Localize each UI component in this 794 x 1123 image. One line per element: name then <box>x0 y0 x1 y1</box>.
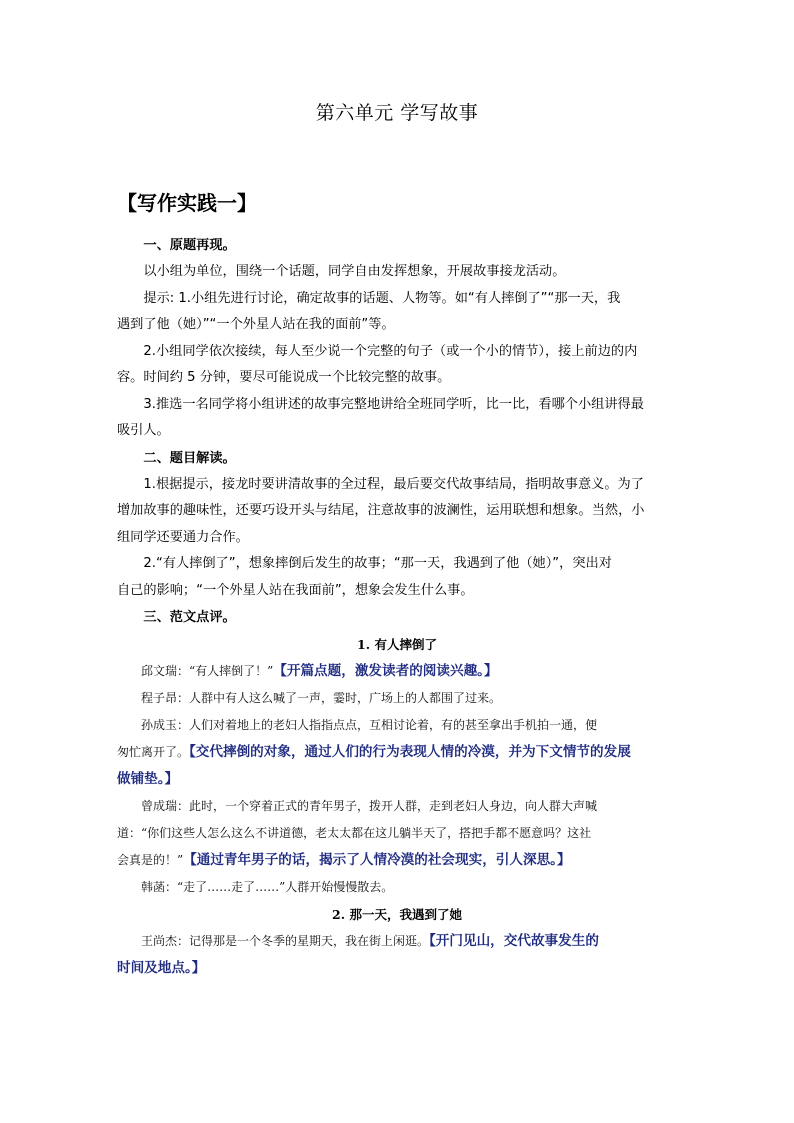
story-line <box>117 739 677 766</box>
paragraph: 遇到了他（她）”“一个外星人站在我的面前”等。 <box>117 317 395 332</box>
story-line: 韩菡：“走了……走了……”人群开始慢慢散去。 <box>141 880 394 894</box>
story-line: 道：“你们这些人怎么这么不讲道德，老太太都在这儿躺半天了，搭把手都不愿意吗？这社 <box>117 826 592 840</box>
document-body <box>117 232 677 982</box>
comment-annotation: 时间及地点。】 <box>117 960 206 976</box>
story-title: 1. 有人摔倒了 <box>357 637 437 652</box>
page-title: 第六单元 学写故事 <box>315 102 479 124</box>
story-text: 匆忙离开了。 <box>117 745 190 759</box>
part2-heading: 二、题目解读。 <box>143 450 236 466</box>
comment-annotation: 【开门见山，交代故事发生的 <box>429 933 599 949</box>
paragraph: 2.“有人摔倒了”，想象摔倒后发生的故事；“那一天，我遇到了他（她）”，突出对 <box>143 556 612 571</box>
part3-heading: 三、范文点评。 <box>143 610 236 625</box>
paragraph: 3.推选一名同学将小组讲述的故事完整地讲给全班同学听，比一比，看哪个小组讲得最 <box>143 396 644 412</box>
comment-annotation: 【交代摔倒的对象，通过人们的行为表现人情的冷漠，并为下文情节的发展 <box>189 744 631 760</box>
paragraph: 吸引人。 <box>117 423 170 438</box>
comment-annotation: 【通过青年男子的话，揭示了人情冷漠的社会现实，引人深思。】 <box>183 852 571 868</box>
story-text: 王尚杰：记得那是一个冬季的星期天，我在街上闲逛。 <box>141 934 430 948</box>
paragraph: 以小组为单位，围绕一个话题，同学自由发挥想象，开展故事接龙活动。 <box>143 264 566 279</box>
story-line <box>117 928 677 955</box>
story-line <box>117 658 677 685</box>
story-line <box>117 847 677 874</box>
paragraph: 组同学还要通力合作。 <box>117 529 249 545</box>
paragraph: 容。时间约 5 分钟，要尽可能说成一个比较完整的故事。 <box>117 370 451 385</box>
story-line: 曾成瑞：此时，一个穿着正式的青年男子，拨开人群，走到老妇人身边，向人群大声喊 <box>141 799 598 813</box>
comment-annotation: 【开篇点题，激发读者的阅读兴趣。】 <box>273 663 498 679</box>
story-line <box>117 766 677 793</box>
story-text: 邱文瑞：“有人摔倒了！” <box>141 664 274 678</box>
section-heading: 【写作实践一】 <box>117 191 257 215</box>
story-line <box>117 955 677 982</box>
paragraph: 2.小组同学依次接续，每人至少说一个完整的句子（或一个小的情节），接上前边的内 <box>143 343 638 359</box>
part1-heading: 一、原题再现。 <box>143 238 236 253</box>
paragraph: 1.根据提示，接龙时要讲清故事的全过程，最后要交代故事结局，指明故事意义。为了 <box>143 476 644 492</box>
story-line: 程子昂：人群中有人这么喊了一声，霎时，广场上的人都围了过来。 <box>141 691 502 705</box>
story-text: 会真是的！” <box>117 853 184 867</box>
paragraph: 自己的影响；“一个外星人站在我面前”，想象会发生什么事。 <box>117 582 474 598</box>
comment-annotation: 做铺垫。】 <box>117 771 179 787</box>
story-line: 孙成玉：人们对着地上的老妇人指指点点，互相讨论着，有的甚至拿出手机拍一通，便 <box>141 718 598 732</box>
paragraph: 增加故事的趣味性，还要巧设开头与结尾，注意故事的波澜性，运用联想和想象。当然，小 <box>117 503 645 518</box>
story-title: 2. 那一天，我遇到了她 <box>332 907 462 922</box>
paragraph: 提示: 1.小组先进行讨论，确定故事的话题、人物等。如“有人摔倒了”“那一天，我 <box>143 290 621 306</box>
